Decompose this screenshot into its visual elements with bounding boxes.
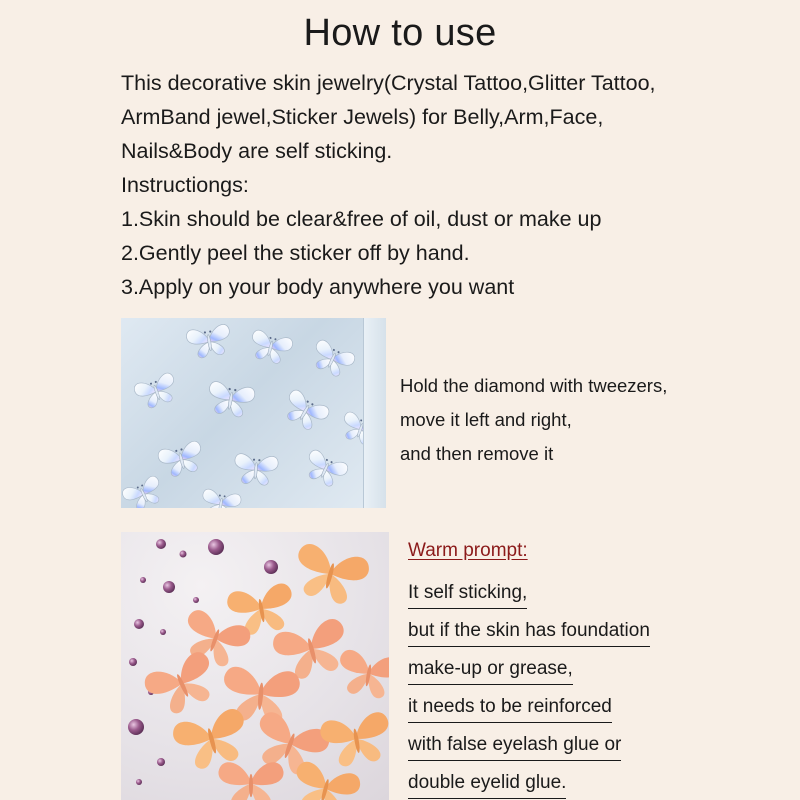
tweezers-tip-line: Hold the diamond with tweezers, — [400, 375, 668, 396]
page-title: How to use — [303, 12, 497, 54]
tweezers-tip-line: move it left and right, — [400, 409, 572, 430]
instructions-section — [121, 168, 601, 304]
intro-line: Nails&Body are self sticking. — [121, 139, 393, 163]
intro-paragraph — [121, 66, 781, 168]
glitter-butterfly-illustration — [121, 532, 389, 800]
warm-prompt-line: make-up or grease, — [408, 655, 573, 685]
intro-line: ArmBand jewel,Sticker Jewels) for Belly,Arm,Face, — [121, 105, 604, 129]
warm-prompt-line: but if the skin has foundation — [408, 617, 650, 647]
instructions-heading: Instructiongs: — [121, 173, 249, 197]
glitter-butterfly-photo — [121, 532, 389, 800]
intro-line: This decorative skin jewelry(Crystal Tattoo,Glitter Tattoo, — [121, 71, 656, 95]
sticker-sheet-edge — [363, 318, 386, 508]
warm-prompt-line: It self sticking, — [408, 579, 527, 609]
crystal-butterfly-photo — [121, 318, 386, 508]
crystal-butterfly-sticker-icon — [121, 323, 383, 508]
instruction-step: 3.Apply on your body anywhere you want — [121, 275, 515, 299]
warm-prompt-line: double eyelid glue. — [408, 769, 566, 799]
instruction-step: 1.Skin should be clear&free of oil, dust or make up — [121, 207, 602, 231]
warm-prompt-line: it needs to be reinforced — [408, 693, 612, 723]
warm-prompt-title: Warm prompt: — [408, 540, 528, 561]
glitter-butterfly-sticker-icon — [141, 541, 389, 800]
tweezers-tip — [400, 369, 667, 471]
warm-prompt-line: with false eyelash glue or — [408, 731, 621, 761]
warm-prompt-text — [408, 576, 650, 800]
crystal-butterfly-illustration — [121, 318, 386, 508]
tweezers-tip-line: and then remove it — [400, 443, 554, 464]
instruction-step: 2.Gently peel the sticker off by hand. — [121, 241, 470, 265]
